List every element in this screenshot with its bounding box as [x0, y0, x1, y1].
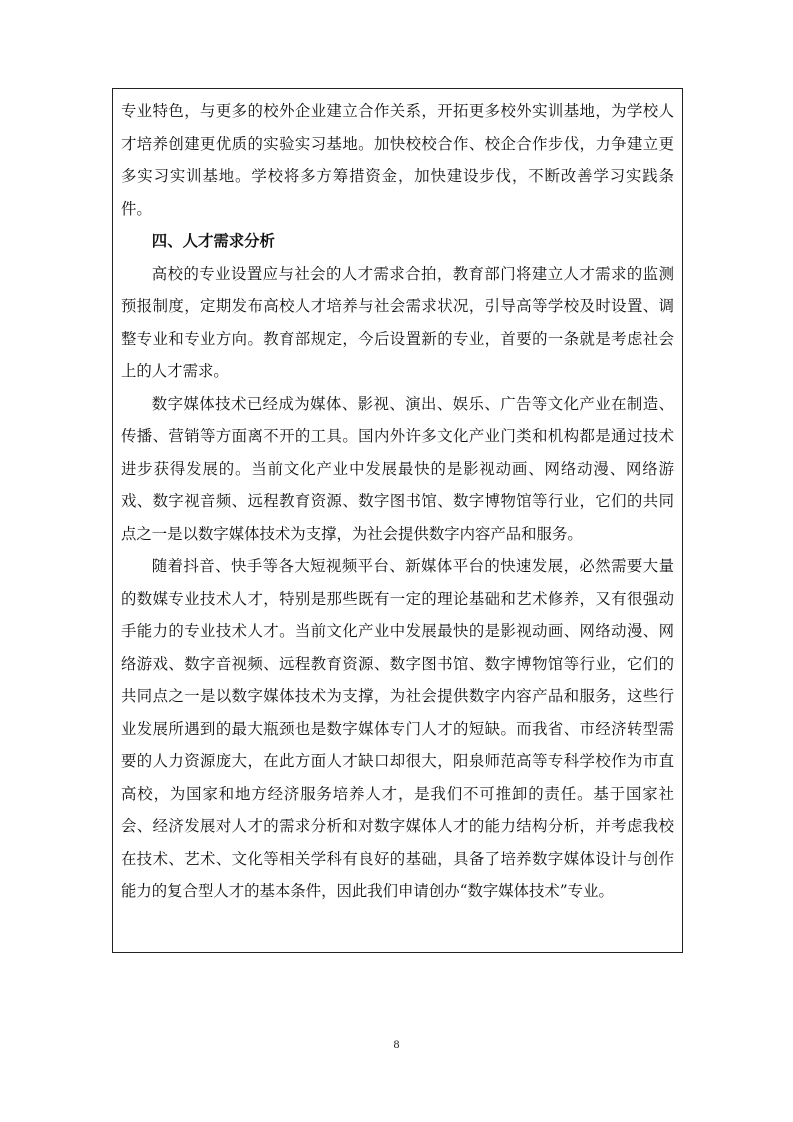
- paragraph: 随着抖音、快手等各大短视频平台、新媒体平台的快速发展，必然需要大量的数媒专业技术人才，特别是那些既有一定的理论基础和艺术修养，又有很强动手能力的专业技术人才。当前文化产业中发展最快的是影视动画、网络动漫、网络游戏、数字音视频、远程教育资源、数字图书馆、数字博物馆等行业，它们的共同点之一是以数字媒体技术为支撑，为社会提供数字内容产品和服务，这些行业发展所遇到的最大瓶颈也是数字媒体专门人才的短缺。而我省、市经济转型需要的人力资源庞大，在此方面人才缺口却很大，阳泉师范高等专科学校作为市直高校，为国家和地方经济服务培养人才，是我们不可推卸的责任。基于国家社会、经济发展对人才的需求分析和对数字媒体人才的能力结构分析，并考虑我校在技术、艺术、文化等相关学科有良好的基础，具备了培养数字媒体设计与创作能力的复合型人才的基本条件，因此我们申请创办“数字媒体技术”专业。: [121, 557, 674, 900]
- paragraph-continuation: 专业特色，与更多的校外企业建立合作关系，开拓更多校外实训基地，为学校人才培养创建更优质的实验实习基地。加快校校合作、校企合作步伐，力争建立更多实习实训基地。学校将多方筹措资金，加快建设步伐，不断改善学习实践条件。: [121, 102, 674, 218]
- paragraph: 数字媒体技术已经成为媒体、影视、演出、娱乐、广告等文化产业在制造、传播、营销等方面离不开的工具。国内外许多文化产业门类和机构都是通过技术进步获得发展的。当前文化产业中发展最快的是影视动画、网络动漫、网络游戏、数字视音频、远程教育资源、数字图书馆、数字博物馆等行业，它们的共同点之一是以数字媒体技术为支撑，为社会提供数字内容产品和服务。: [121, 394, 674, 543]
- content-frame: [112, 88, 683, 953]
- paragraph: 高校的专业设置应与社会的人才需求合拍，教育部门将建立人才需求的监测预报制度，定期发布高校人才培养与社会需求状况，引导高等学校及时设置、调整专业和专业方向。教育部规定，今后设置新的专业，首要的一条就是考虑社会上的人才需求。: [121, 264, 674, 380]
- page-number: 8: [393, 1037, 400, 1051]
- section-heading: 四、人才需求分析: [151, 232, 275, 250]
